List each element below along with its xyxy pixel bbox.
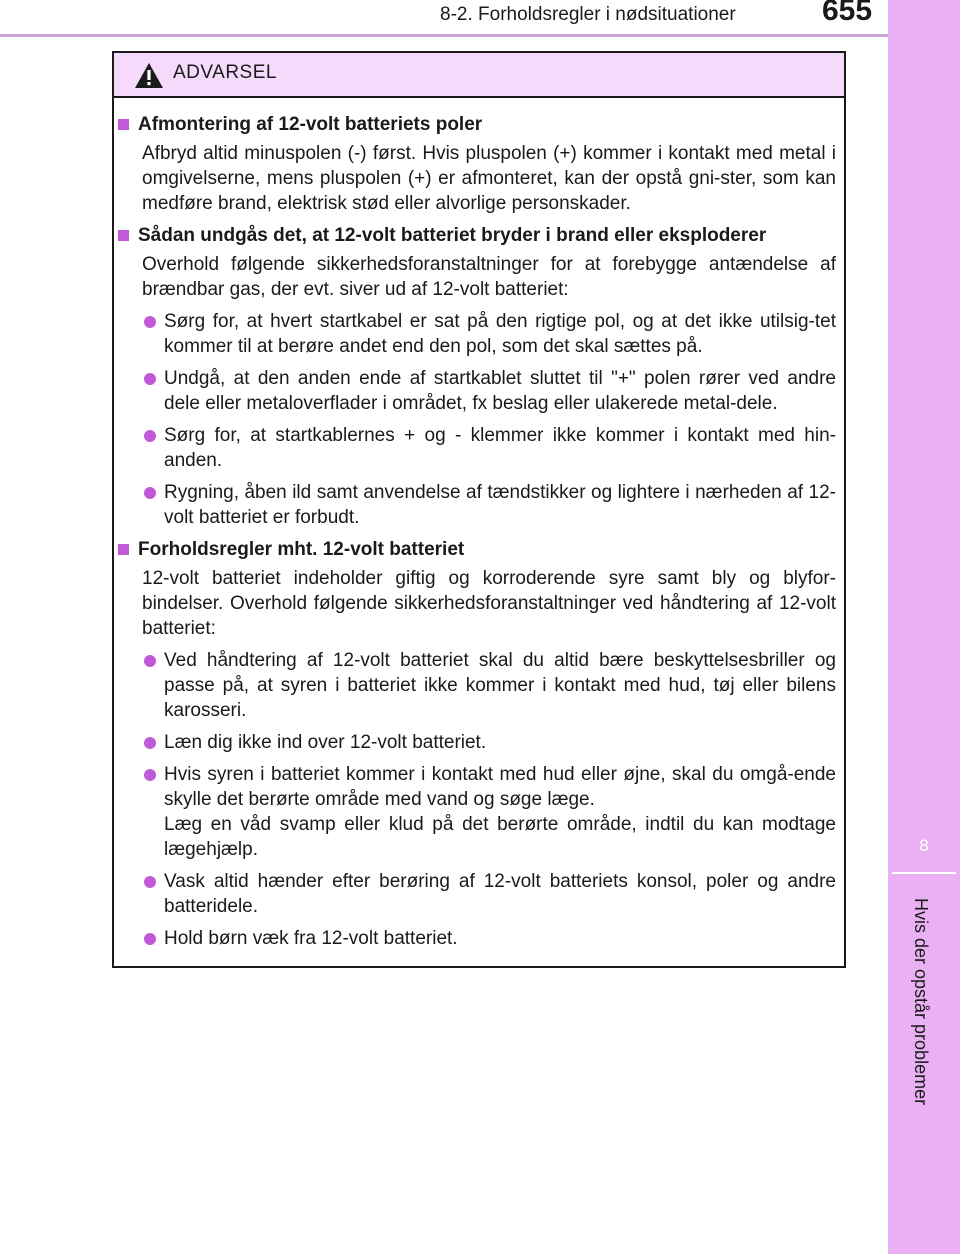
bullet-text [164,762,836,862]
bullet-text-line: Rygning, åben ild samt anvendelse af tændstikker og lightere i nærheden af 12-volt batteriet er forbudt. [164,482,836,528]
bullet-text [164,309,836,359]
warning-label: ADVARSEL [173,62,277,83]
section-paragraph: Afbryd altid minuspolen (-) først. Hvis pluspolen (+) kommer i kontakt med metal i omgivelserne, mens pluspolen (+) er afmonteret, kan der opstå gni-ster, som kan medføre brand, elektrisk stød eller alvorlige personskader. [142,143,836,214]
bullet-text [164,869,836,919]
circle-bullet-icon [144,876,156,888]
circle-bullet-icon [144,737,156,749]
bullet-text [164,423,836,473]
bullet-text [164,480,836,530]
warning-content [114,98,844,951]
section-heading [118,223,836,249]
warning-header [114,53,844,98]
bullet-text-line: Vask altid hænder efter berøring af 12-volt batteriets konsol, poler og andre batteridele. [164,871,836,917]
warning-section [118,223,836,530]
section-heading-text: Forholdsregler mht. 12-volt batteriet [138,539,465,560]
bullet-item [118,926,836,951]
bullet-item [118,480,836,530]
section-paragraph: 12-volt batteriet indeholder giftig og korroderende syre samt bly og blyfor-bindelser. Overhold følgende sikkerhedsforanstaltninger ved håndtering af 12-volt batteriet: [142,568,836,639]
square-bullet-icon [118,119,129,130]
circle-bullet-icon [144,487,156,499]
square-bullet-icon [118,544,129,555]
page-number: 655 [822,0,873,27]
bullet-text-line: Undgå, at den anden ende af startkablet sluttet til "+" polen rører ved andre dele eller metaloverflader i området, fx beslag eller ulakerede metal-dele. [164,368,836,414]
bullet-text-line: Læg en våd svamp eller klud på det berørte område, indtil du kan modtage lægehjælp. [164,814,836,860]
bullet-text [164,648,836,723]
bullet-text-line: Hold børn væk fra 12-volt batteriet. [164,928,458,949]
chapter-tab-divider [892,872,956,874]
warning-box [112,51,846,968]
bullet-item [118,423,836,473]
circle-bullet-icon [144,430,156,442]
bullet-item [118,762,836,862]
chapter-side-tab [888,0,960,1254]
circle-bullet-icon [144,769,156,781]
chapter-title: Hvis der opstår problemer [911,898,931,1106]
section-heading [118,537,836,563]
warning-section [118,112,836,216]
bullet-text-line: Hvis syren i batteriet kommer i kontakt med hud eller øjne, skal du omgå-ende skylle det berørte område med vand og søge læge. [164,764,836,810]
bullet-text-line: Sørg for, at startkablernes + og - klemmer ikke kommer i kontakt med hin-anden. [164,425,836,471]
circle-bullet-icon [144,373,156,385]
section-heading-text: Afmontering af 12-volt batteriets poler [138,114,483,135]
chapter-title-container [910,898,938,1138]
warning-section [118,537,836,951]
circle-bullet-icon [144,655,156,667]
section-heading-text: Sådan undgås det, at 12-volt batteriet bryder i brand eller eksploderer [138,225,767,246]
bullet-text [164,730,836,755]
running-header-title: 8-2. Forholdsregler i nødsituationer [440,4,736,25]
circle-bullet-icon [144,316,156,328]
bullet-text [164,366,836,416]
bullet-item [118,366,836,416]
bullet-text-line: Sørg for, at hvert startkabel er sat på den rigtige pol, og at det ikke utilsig-tet kommer til at berøre andet end den pol, som det skal sættes på. [164,311,836,357]
header-divider [0,34,888,37]
circle-bullet-icon [144,933,156,945]
bullet-text [164,926,836,951]
chapter-number: 8 [919,836,929,855]
bullet-text-line: Læn dig ikke ind over 12-volt batteriet. [164,732,487,753]
warning-triangle-icon [134,62,164,89]
bullet-item [118,869,836,919]
section-paragraph: Overhold følgende sikkerhedsforanstaltninger for at forebygge antændelse af brændbar gas, der evt. siver ud af 12-volt batteriet: [142,254,836,300]
bullet-text-line: Ved håndtering af 12-volt batteriet skal du altid bære beskyttelsesbriller og passe på, at syren i batteriet ikke kommer i kontakt med hud, tøj eller bilens karosseri. [164,650,836,721]
section-heading [118,112,836,138]
bullet-item [118,648,836,723]
bullet-item [118,730,836,755]
bullet-item [118,309,836,359]
square-bullet-icon [118,230,129,241]
